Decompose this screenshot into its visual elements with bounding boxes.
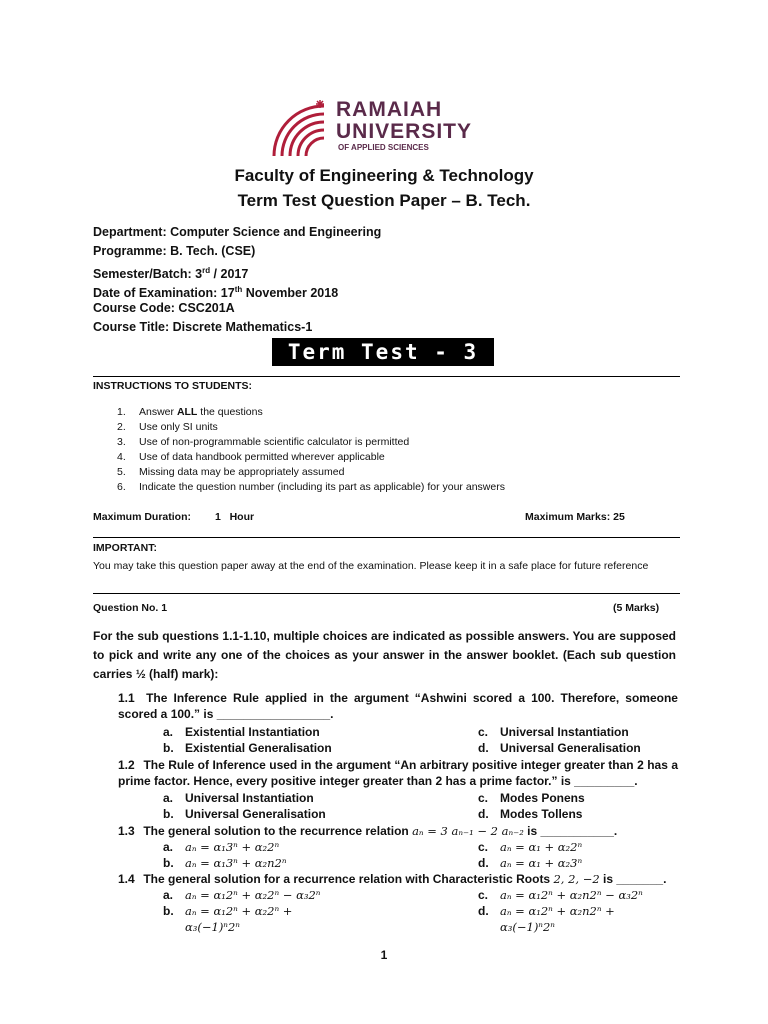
logo-name-line2: UNIVERSITY <box>336 120 473 143</box>
paper-title: Term Test Question Paper – B. Tech. <box>237 191 531 210</box>
duration-label: Maximum Duration: <box>93 511 192 523</box>
instruction-item: 4. Use of data handbook permitted wherever applicable <box>117 451 385 463</box>
department-line: Department: Computer Science and Engineering <box>93 225 382 239</box>
page-number: 1 <box>380 948 388 962</box>
logo-name-line3: OF APPLIED SCIENCES <box>338 143 429 152</box>
option-b: b. Existential Generalisation <box>163 741 332 755</box>
question-intro: For the sub questions 1.1-1.10, multiple choices are indicated as possible answers. You are supposed to pick and write any one of the choices as your answer in the answer booklet. (Each sub question carries ½ (half) mark): <box>93 629 676 681</box>
instructions-list <box>93 405 505 495</box>
subquestion-1-2: 1.2 The Rule of Inference used in the argument “An arbitrary positive integer greater than 2 has a prime factor. Hence, every positive integer greater than 2 has a prime factor.” is _________. <box>118 758 678 788</box>
option-a: a. aₙ = α₁2ⁿ + α₂2ⁿ − α₃2ⁿ <box>163 888 321 902</box>
duration-value: 1 Hour <box>215 511 255 523</box>
question-label: Question No. 1 <box>93 602 168 614</box>
course-title-line: Course Title: Discrete Mathematics-1 <box>93 320 313 334</box>
option-d: d. Universal Generalisation <box>478 741 641 755</box>
option-c: c. Universal Instantiation <box>478 725 629 739</box>
instruction-item: 6. Indicate the question number (including its part as applicable) for your answers <box>117 481 505 493</box>
option-b-continued: α₃(−1)ⁿ2ⁿ <box>185 920 240 934</box>
logo-name-line1: RAMAIAH <box>336 98 443 121</box>
option-c: c. aₙ = α₁ + α₂2ⁿ <box>478 840 583 854</box>
option-a: a. Existential Instantiation <box>163 725 320 739</box>
divider <box>93 593 680 594</box>
instruction-item: 3. Use of non-programmable scientific calculator is permitted <box>117 436 410 448</box>
option-a: a. Universal Instantiation <box>163 791 314 805</box>
option-d: d. aₙ = α₁2ⁿ + α₂n2ⁿ + <box>478 904 615 918</box>
option-b: b. aₙ = α₁3ⁿ + α₂n2ⁿ <box>163 856 287 870</box>
option-c: c. aₙ = α₁2ⁿ + α₂n2ⁿ − α₃2ⁿ <box>478 888 643 902</box>
instruction-item: 1. Answer ALL the questions <box>117 406 263 418</box>
divider <box>93 376 680 377</box>
max-marks: Maximum Marks: 25 <box>525 511 625 523</box>
instruction-item: 5. Missing data may be appropriately assumed <box>117 466 345 478</box>
option-d: d. Modes Tollens <box>478 807 583 821</box>
option-c: c. Modes Ponens <box>478 791 585 805</box>
option-b: b. Universal Generalisation <box>163 807 326 821</box>
important-heading: IMPORTANT: <box>93 542 157 554</box>
option-b: b. aₙ = α₁2ⁿ + α₂2ⁿ + <box>163 904 293 918</box>
option-a: a. aₙ = α₁3ⁿ + α₂2ⁿ <box>163 840 280 854</box>
subquestion-1-1: 1.1 The Inference Rule applied in the argument “Ashwini scored a 100. Therefore, someone scored a 100.” is _________________. <box>118 691 678 721</box>
divider <box>93 537 680 538</box>
important-text: You may take this question paper away at the end of the examination. Please keep it in a safe place for future reference <box>93 560 649 572</box>
option-d-continued: α₃(−1)ⁿ2ⁿ <box>500 920 555 934</box>
semester-line: Semester/Batch: 3rd / 2017 <box>93 266 249 282</box>
term-test-banner: Term Test - 3 <box>272 338 494 366</box>
instructions-heading: INSTRUCTIONS TO STUDENTS: <box>93 380 253 392</box>
university-logo <box>268 96 500 160</box>
faculty-title: Faculty of Engineering & Technology <box>234 166 534 185</box>
subquestion-1-3: 1.3 The general solution to the recurrence relation aₙ = 3 aₙ₋₁ − 2 aₙ₋₂ is ___________. <box>118 824 618 838</box>
question-marks: (5 Marks) <box>613 602 660 614</box>
subquestion-1-4: 1.4 The general solution for a recurrence relation with Characteristic Roots 2, 2, −2 is _______. <box>118 872 667 886</box>
instruction-item: 2. Use only SI units <box>117 421 218 433</box>
exam-date-line: Date of Examination: 17th November 2018 <box>93 285 339 301</box>
option-d: d. aₙ = α₁ + α₂3ⁿ <box>478 856 583 870</box>
programme-line: Programme: B. Tech. (CSE) <box>93 244 256 258</box>
course-code-line: Course Code: CSC201A <box>93 301 235 315</box>
